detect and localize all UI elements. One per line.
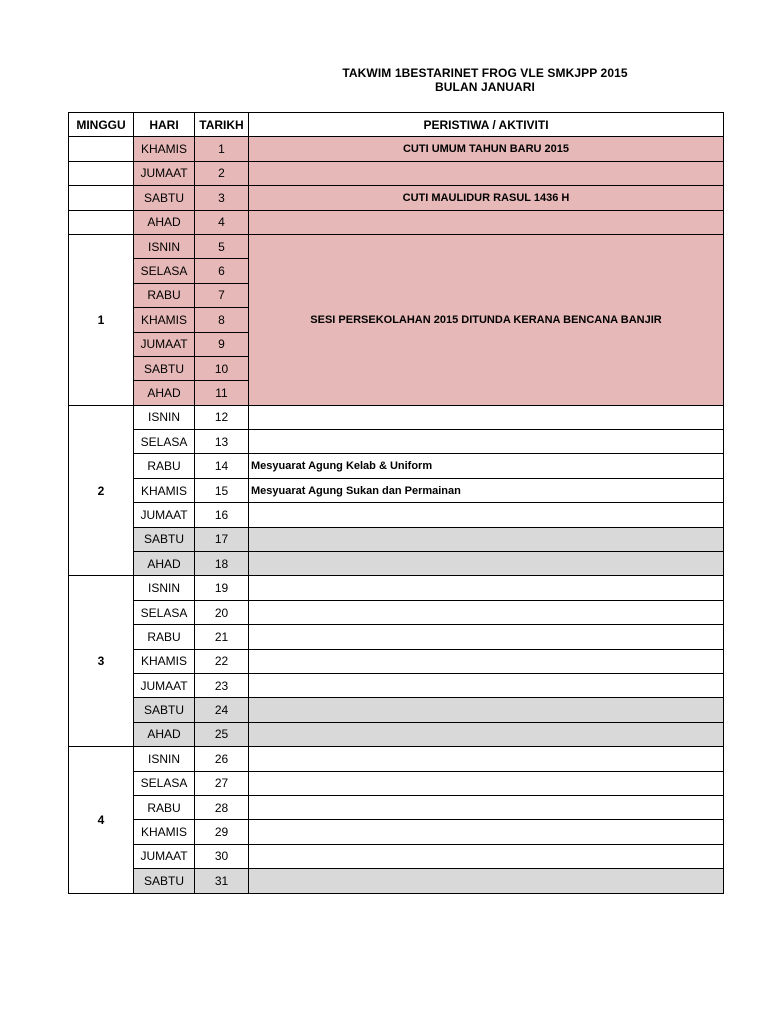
table-row: [69, 698, 724, 722]
merged-event-cell: SESI PERSEKOLAHAN 2015 DITUNDA KERANA BENCANA BANJIR: [249, 234, 724, 405]
date-cell: 9: [195, 332, 249, 356]
table-row: [69, 430, 724, 454]
event-cell: [249, 576, 724, 600]
table-row: [69, 552, 724, 576]
date-cell: 1: [195, 137, 249, 161]
date-cell: 18: [195, 552, 249, 576]
day-cell: KHAMIS: [134, 137, 195, 161]
event-cell: [249, 430, 724, 454]
day-cell: KHAMIS: [134, 820, 195, 844]
page-subtitle: BULAN JANUARI: [435, 80, 535, 94]
date-cell: 3: [195, 186, 249, 210]
event-cell: [249, 405, 724, 429]
week-number: 1: [69, 234, 134, 405]
event-cell: [249, 844, 724, 868]
date-cell: 19: [195, 576, 249, 600]
date-cell: 11: [195, 381, 249, 405]
header-hari: HARI: [134, 113, 195, 137]
date-cell: 4: [195, 210, 249, 234]
week-cell: [69, 161, 134, 185]
table-row: [69, 186, 724, 210]
day-cell: KHAMIS: [134, 478, 195, 502]
date-cell: 21: [195, 625, 249, 649]
date-cell: 10: [195, 356, 249, 380]
date-cell: 25: [195, 722, 249, 746]
day-cell: RABU: [134, 283, 195, 307]
day-cell: ISNIN: [134, 405, 195, 429]
header-peristiwa: PERISTIWA / AKTIVITI: [249, 113, 724, 137]
event-cell: [249, 210, 724, 234]
day-cell: KHAMIS: [134, 308, 195, 332]
date-cell: 24: [195, 698, 249, 722]
day-cell: SELASA: [134, 771, 195, 795]
event-cell: [249, 722, 724, 746]
week-number: 2: [69, 405, 134, 576]
event-cell: [249, 673, 724, 697]
table-row: [69, 747, 724, 771]
day-cell: RABU: [134, 454, 195, 478]
day-cell: SABTU: [134, 527, 195, 551]
week-number: 3: [69, 576, 134, 747]
table-row: [69, 137, 724, 161]
day-cell: AHAD: [134, 722, 195, 746]
event-cell: [249, 747, 724, 771]
date-cell: 8: [195, 308, 249, 332]
day-cell: AHAD: [134, 381, 195, 405]
date-cell: 23: [195, 673, 249, 697]
day-cell: ISNIN: [134, 234, 195, 258]
day-cell: JUMAAT: [134, 673, 195, 697]
table-header-row: [69, 113, 724, 137]
date-cell: 28: [195, 795, 249, 819]
event-cell: CUTI UMUM TAHUN BARU 2015: [249, 137, 724, 161]
day-cell: JUMAAT: [134, 503, 195, 527]
day-cell: RABU: [134, 625, 195, 649]
page-title: TAKWIM 1BESTARINET FROG VLE SMKJPP 2015: [342, 66, 628, 80]
week-number: 4: [69, 747, 134, 893]
date-cell: 7: [195, 283, 249, 307]
table-row: [69, 527, 724, 551]
event-cell: [249, 869, 724, 893]
table-row: [69, 820, 724, 844]
table-row: [69, 454, 724, 478]
event-cell: [249, 600, 724, 624]
date-cell: 12: [195, 405, 249, 429]
day-cell: SABTU: [134, 698, 195, 722]
event-cell: [249, 552, 724, 576]
week-cell: [69, 186, 134, 210]
date-cell: 14: [195, 454, 249, 478]
table-row: [69, 869, 724, 893]
header-tarikh: TARIKH: [195, 113, 249, 137]
day-cell: RABU: [134, 795, 195, 819]
event-cell: [249, 698, 724, 722]
table-row: [69, 161, 724, 185]
event-cell: [249, 795, 724, 819]
week-cell: [69, 137, 134, 161]
day-cell: SABTU: [134, 186, 195, 210]
event-cell: [249, 527, 724, 551]
date-cell: 15: [195, 478, 249, 502]
event-cell: [249, 625, 724, 649]
day-cell: JUMAAT: [134, 844, 195, 868]
table-row: [69, 673, 724, 697]
table-row: [69, 503, 724, 527]
date-cell: 26: [195, 747, 249, 771]
day-cell: KHAMIS: [134, 649, 195, 673]
table-row: [69, 478, 724, 502]
date-cell: 31: [195, 869, 249, 893]
table-row: [69, 576, 724, 600]
week-cell: [69, 210, 134, 234]
table-row: [69, 234, 724, 258]
date-cell: 30: [195, 844, 249, 868]
day-cell: SELASA: [134, 259, 195, 283]
day-cell: AHAD: [134, 552, 195, 576]
day-cell: SABTU: [134, 869, 195, 893]
table-row: [69, 625, 724, 649]
event-cell: Mesyuarat Agung Sukan dan Permainan: [249, 478, 724, 502]
date-cell: 2: [195, 161, 249, 185]
day-cell: ISNIN: [134, 576, 195, 600]
table-row: [69, 210, 724, 234]
table-row: [69, 600, 724, 624]
event-cell: Mesyuarat Agung Kelab & Uniform: [249, 454, 724, 478]
date-cell: 22: [195, 649, 249, 673]
date-cell: 29: [195, 820, 249, 844]
event-cell: [249, 503, 724, 527]
date-cell: 5: [195, 234, 249, 258]
day-cell: JUMAAT: [134, 332, 195, 356]
table-row: [69, 722, 724, 746]
event-cell: [249, 820, 724, 844]
day-cell: AHAD: [134, 210, 195, 234]
table-row: [69, 795, 724, 819]
event-cell: CUTI MAULIDUR RASUL 1436 H: [249, 186, 724, 210]
date-cell: 6: [195, 259, 249, 283]
event-cell: [249, 161, 724, 185]
table-row: [69, 649, 724, 673]
calendar-table: [68, 112, 724, 894]
day-cell: ISNIN: [134, 747, 195, 771]
day-cell: SELASA: [134, 430, 195, 454]
day-cell: SELASA: [134, 600, 195, 624]
table-row: [69, 771, 724, 795]
day-cell: JUMAAT: [134, 161, 195, 185]
date-cell: 27: [195, 771, 249, 795]
date-cell: 16: [195, 503, 249, 527]
table-row: [69, 844, 724, 868]
day-cell: SABTU: [134, 356, 195, 380]
date-cell: 20: [195, 600, 249, 624]
date-cell: 17: [195, 527, 249, 551]
event-cell: [249, 649, 724, 673]
header-minggu: MINGGU: [69, 113, 134, 137]
table-row: [69, 405, 724, 429]
date-cell: 13: [195, 430, 249, 454]
event-cell: [249, 771, 724, 795]
